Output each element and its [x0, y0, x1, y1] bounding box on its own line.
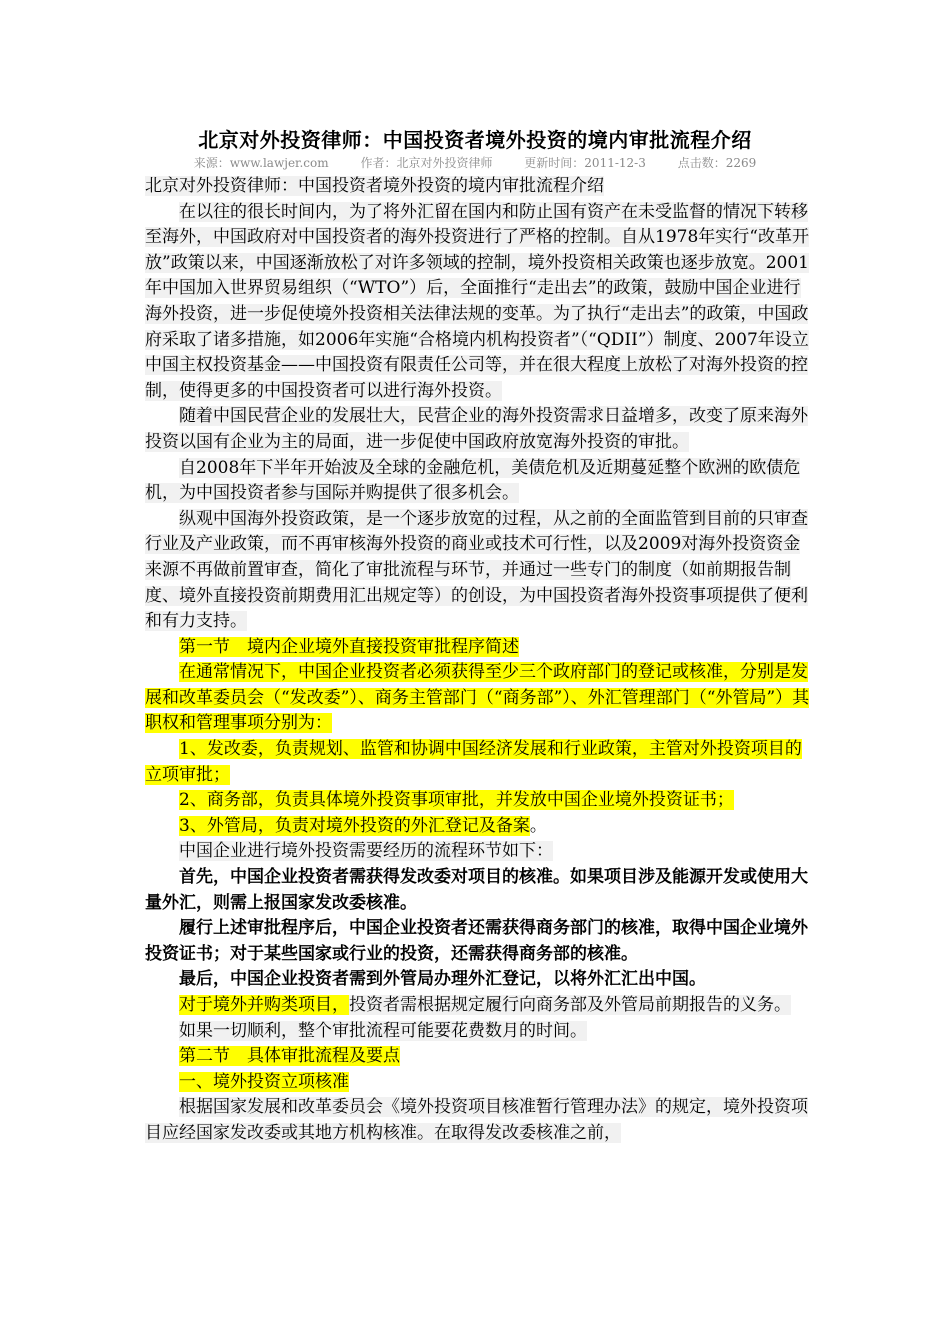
list-item: 1、发改委，负责规划、监管和协调中国经济发展和行业政策，主管对外投资项目的立项审批； [145, 739, 802, 785]
paragraph: 根据国家发展和改革委员会《境外投资项目核准暂行管理办法》的规定，境外投资项目应经国家发改委或其地方机构核准。在取得发改委核准之前， [145, 1097, 808, 1143]
article-body [145, 174, 815, 1147]
list-item: 2、商务部，负责具体境外投资事项审批，并发放中国企业境外投资证书； [179, 790, 734, 811]
article-title: 北京对外投资律师：中国投资者境外投资的境内审批流程介绍 [198, 128, 752, 152]
section-heading: 第二节 具体审批流程及要点 [179, 1046, 400, 1067]
paragraph: 纵观中国海外投资政策，是一个逐步放宽的过程，从之前的全面监管到目前的只审查行业及产业政策，而不再审核海外投资的商业或技术可行性，以及2009对海外投资资金来源不再做前置审查，简化了审批流程与环节，并通过一些专门的制度（如前期报告制度、境外直接投资前期费用汇出规定等）的创设，为中国投资者海外投资事项提供了便利和有力支持。 [145, 508, 808, 632]
paragraph: 在以往的很长时间内，为了将外汇留在国内和防止国有资产在未受监督的情况下转移至海外，中国政府对中国投资者的海外投资进行了严格的控制。自从1978年实行“改革开放”政策以来，中国逐渐放松了对许多领域的控制，境外投资相关政策也逐步放宽。2001年中国加入世界贸易组织（“WTO”）后，全面推行“走出去”的政策，鼓励中国企业进行海外投资，进一步促使境外投资相关法律法规的变革。为了执行“走出去”的政策，中国政府采取了诸多措施，如2006年实施“合格境内机构投资者”（“QDII”）制度、2007年设立中国主权投资基金——中国投资有限责任公司等，并在很大程度上放松了对海外投资的控制，使得更多的中国投资者可以进行海外投资。 [145, 201, 809, 401]
bold-paragraph: 最后，中国企业投资者需到外管局办理外汇登记，以将外汇汇出中国。 [179, 969, 706, 990]
meta-source: 来源：www.lawjer.com [193, 156, 329, 170]
list-item: 3、外管局，负责对境外投资的外汇登记及备案。 [179, 815, 547, 836]
article-meta [0, 154, 950, 171]
paragraph: 随着中国民营企业的发展壮大，民营企业的海外投资需求日益增多，改变了原来海外投资以国有企业为主的局面，进一步促使中国政府放宽海外投资的审批。 [145, 406, 808, 452]
paragraph: 自2008年下半年开始波及全球的金融危机，美债危机及近期蔓延整个欧洲的欧债危机，为中国投资者参与国际并购提供了很多机会。 [145, 457, 801, 504]
bold-paragraph: 首先，中国企业投资者需获得发改委对项目的核准。如果项目涉及能源开发或使用大量外汇，则需上报国家发改委核准。 [145, 867, 808, 913]
paragraph-highlighted: 在通常情况下，中国企业投资者必须获得至少三个政府部门的登记或核准，分别是发展和改革委员会（“发改委”）、商务主管部门（“商务部”）、外汇管理部门（“外管局”）其职权和管理事项分别为： [145, 662, 810, 734]
bold-paragraph: 履行上述审批程序后，中国企业投资者还需获得商务部门的核准，取得中国企业境外投资证书；对于某些国家或行业的投资，还需获得商务部的核准。 [145, 918, 808, 964]
paragraph: 中国企业进行境外投资需要经历的流程环节如下： [179, 841, 553, 862]
subsection-heading: 一、境外投资立项核准 [179, 1071, 349, 1092]
paragraph: 对于境外并购类项目，投资者需根据规定履行向商务部及外管局前期报告的义务。 [179, 995, 791, 1015]
meta-author: 作者：北京对外投资律师 [360, 156, 493, 170]
paragraph-heading-repeat: 北京对外投资律师：中国投资者境外投资的境内审批流程介绍 [145, 176, 604, 196]
meta-updated: 更新时间：2011-12-3 [524, 156, 646, 170]
meta-clicks: 点击数：2269 [677, 156, 757, 170]
paragraph: 如果一切顺利，整个审批流程可能要花费数月的时间。 [179, 1020, 587, 1041]
section-heading: 第一节 境内企业境外直接投资审批程序简述 [179, 636, 519, 657]
